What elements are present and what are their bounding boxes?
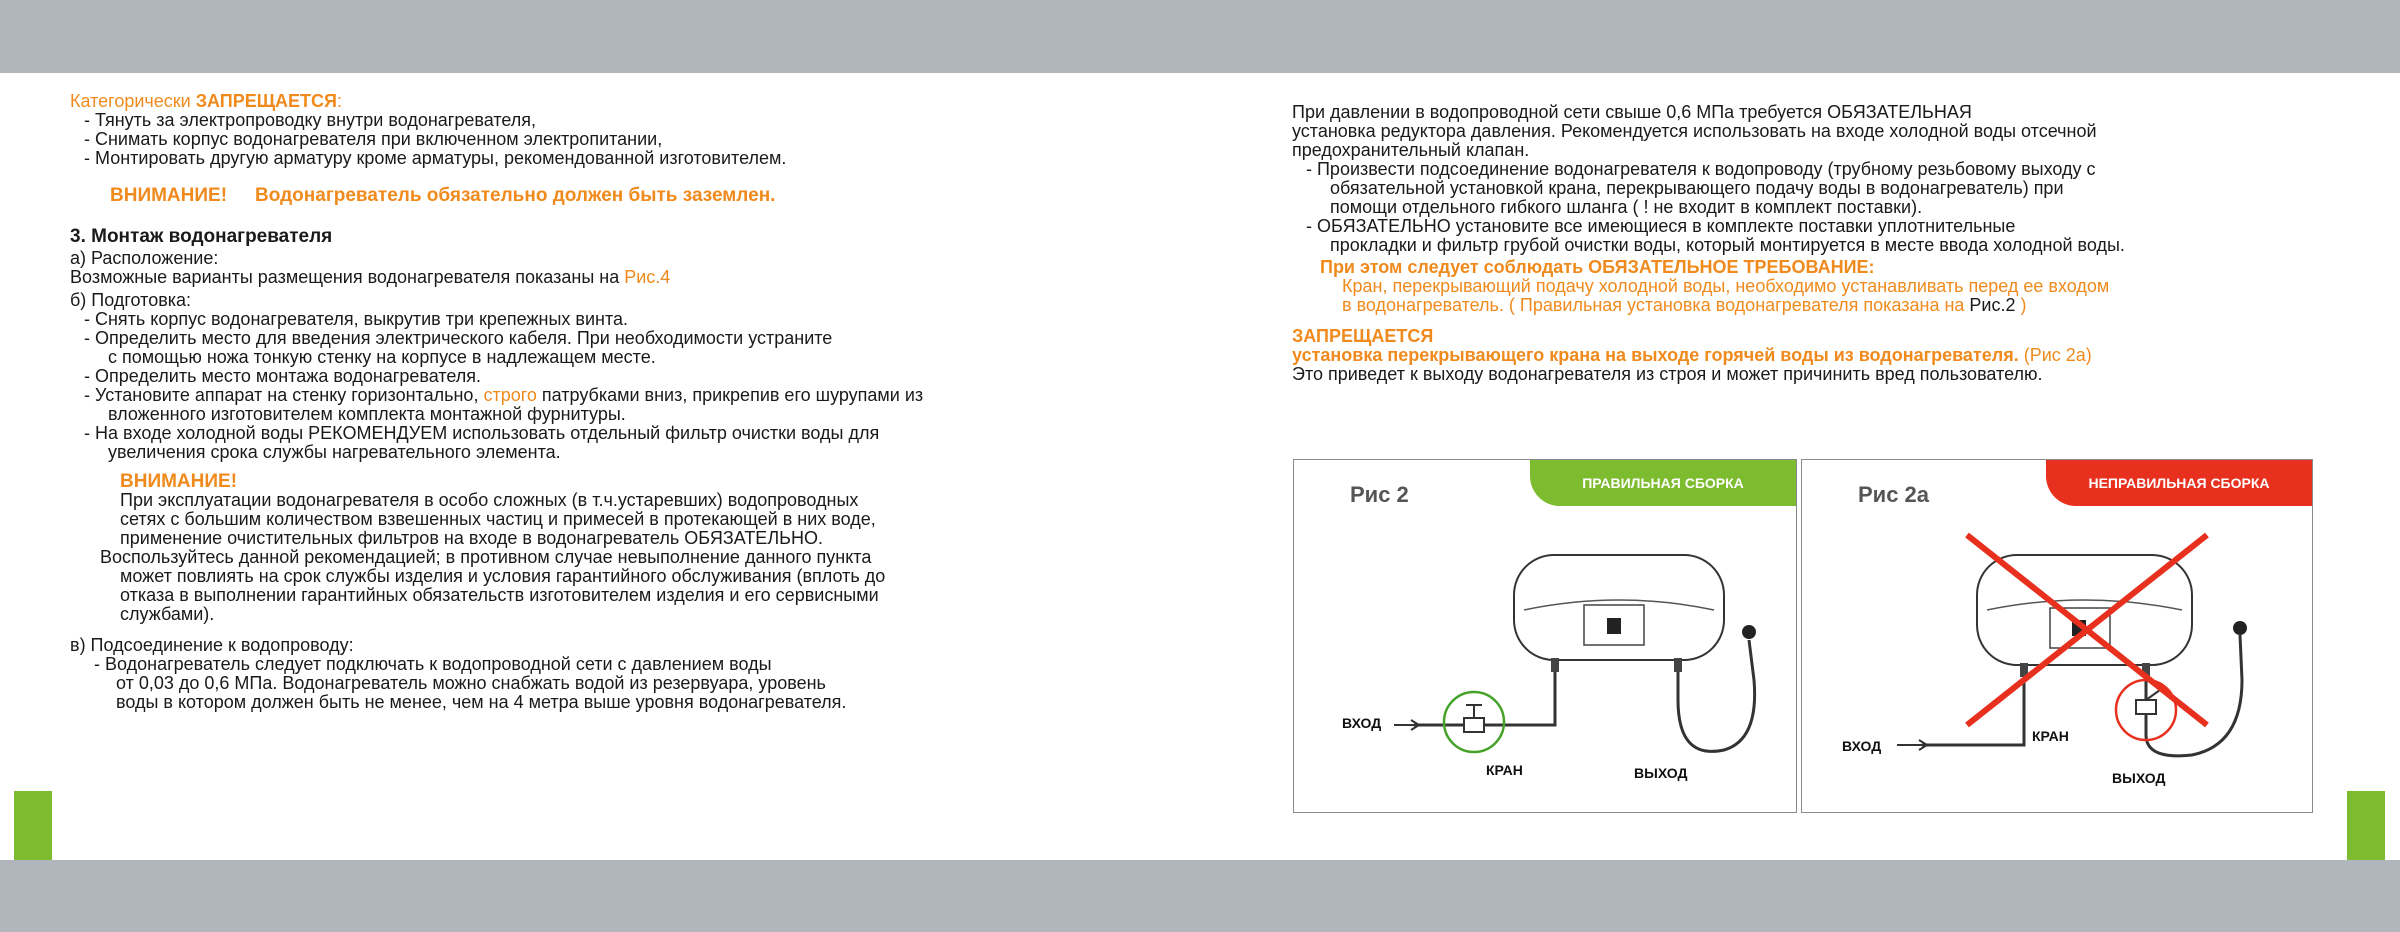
- prep-4-start: - Установите аппарат на стенку горизонтально,: [84, 385, 484, 405]
- attention-line: При эксплуатации водонагревателя в особо сложных (в т.ч.устаревших) водопроводных: [120, 490, 859, 510]
- prep-item-cont: вложенного изготовителем комплекта монтажной фурнитуры.: [108, 404, 626, 424]
- outlet-nozzle: [1742, 625, 1756, 639]
- heater-diagram-correct: [1294, 460, 1796, 812]
- forbidden-prefix: Категорически: [70, 91, 196, 111]
- figure-banner-incorrect: НЕПРАВИЛЬНАЯ СБОРКА: [2046, 460, 2312, 506]
- connect-line: - Водонагреватель следует подключать к водопроводной сети с давлением воды: [94, 654, 772, 674]
- heater-diagram-incorrect: [1802, 460, 2312, 812]
- top-gray-band: [0, 0, 2400, 73]
- figure-banner-correct: ПРАВИЛЬНАЯ СБОРКА: [1530, 460, 1796, 506]
- prep-item: [70, 386, 1150, 405]
- forbidden-line-right: [1292, 346, 2332, 365]
- valve: [2136, 700, 2156, 714]
- left-green-tab: [14, 791, 52, 860]
- bottom-gray-band: [0, 860, 2400, 932]
- prep-item: - Определить место для введения электрического кабеля. При необходимости устраните: [84, 328, 833, 348]
- location-sentence: Возможные варианты размещения водонагревателя показаны на: [70, 267, 625, 287]
- label-inlet: ВХОД: [1342, 715, 1382, 731]
- label-valve: КРАН: [1486, 762, 1523, 778]
- label-outlet: ВЫХОД: [1634, 765, 1688, 781]
- prep-item: - На входе холодной воды РЕКОМЕНДУЕМ использовать отдельный фильтр очистки воды для: [84, 423, 880, 443]
- forbidden-word: ЗАПРЕЩАЕТСЯ: [195, 91, 337, 111]
- label-valve: КРАН: [2032, 728, 2069, 744]
- requirement-line: Кран, перекрывающий подачу холодной воды, необходимо устанавливать перед ее входом: [1342, 276, 2110, 296]
- connect-line: воды в котором должен быть не менее, чем на 4 метра выше уровня водонагревателя.: [116, 692, 847, 712]
- advice-line: отказа в выполнении гарантийных обязательств изготовителем изделия и его сервисными: [120, 585, 879, 605]
- advice-line: может повлиять на срок службы изделия и условия гарантийного обслуживания (вплоть до: [120, 566, 886, 586]
- prep-item: - Снять корпус водонагревателя, выкрутив три крепежных винта.: [84, 309, 628, 329]
- ground-warning: [70, 186, 1150, 205]
- valve: [1464, 718, 1484, 732]
- location-figure-ref: Рис.4: [624, 267, 671, 287]
- figure-title: Рис 2а: [1858, 482, 1930, 507]
- location-text: [70, 268, 1150, 287]
- install-item-cont: помощи отдельного гибкого шланга ( ! не входит в комплект поставки).: [1330, 197, 1923, 217]
- pressure-line: установка редуктора давления. Рекомендуется использовать на входе холодной воды отсечной: [1292, 121, 2097, 141]
- label-inlet: ВХОД: [1842, 738, 1882, 754]
- inlet-pipe: [1922, 677, 2024, 745]
- install-item: - ОБЯЗАТЕЛЬНО установите все имеющиеся в комплекте поставки уплотнительные: [1306, 216, 2016, 236]
- forbidden-figure-ref: (Рис 2а): [2018, 345, 2092, 365]
- install-item-cont: обязательной установкой крана, перекрывающего подачу воды в водонагреватель) при: [1330, 178, 2064, 198]
- forbidden-item: - Монтировать другую арматуру кроме арматуры, рекомендованной изготовителем.: [84, 148, 787, 168]
- advice-line: Воспользуйтесь данной рекомендацией; в противном случае невыполнение данного пункта: [100, 547, 872, 567]
- install-item-cont: прокладки и фильтр грубой очистки воды, который монтируется в месте ввода холодной воды.: [1330, 235, 2125, 255]
- left-column: [70, 92, 1150, 712]
- attention-line: применение очистительных фильтров на входе в водонагреватель ОБЯЗАТЕЛЬНО.: [120, 528, 823, 548]
- label-outlet: ВЫХОД: [2112, 770, 2166, 786]
- requirement-close: ): [2015, 295, 2027, 315]
- requirement-title: При этом следует соблюдать ОБЯЗАТЕЛЬНОЕ ТРЕБОВАНИЕ:: [1320, 257, 1875, 277]
- figure-incorrect-assembly: [1801, 459, 2313, 813]
- forbidden-heading: [70, 92, 1150, 111]
- figure-title: Рис 2: [1350, 482, 1409, 507]
- heater-indicator: [1607, 618, 1621, 634]
- prep-4-end: патрубками вниз, прикрепив его шурупами из: [536, 385, 924, 405]
- connect-heading: в) Подсоединение к водопроводу:: [70, 635, 354, 655]
- section-title: 3. Монтаж водонагревателя: [70, 226, 333, 247]
- pressure-line: предохранительный клапан.: [1292, 140, 1530, 160]
- requirement-line: [1292, 296, 2332, 315]
- prep-item-cont: с помощью ножа тонкую стенку на корпусе в надлежащем месте.: [108, 347, 656, 367]
- warning-text: Водонагреватель обязательно должен быть заземлен.: [255, 185, 776, 206]
- pressure-line: При давлении в водопроводной сети свыше 0,6 МПа требуется ОБЯЗАТЕЛЬНАЯ: [1292, 102, 1972, 122]
- prep-heading: б) Подготовка:: [70, 290, 192, 310]
- figure-correct-assembly: [1293, 459, 1797, 813]
- location-heading: а) Расположение:: [70, 248, 219, 268]
- forbidden-title-right: ЗАПРЕЩАЕТСЯ: [1292, 326, 1434, 346]
- forbidden-colon: :: [337, 91, 343, 111]
- forbidden-item: - Тянуть за электропроводку внутри водонагревателя,: [84, 110, 537, 130]
- forbidden-item: - Снимать корпус водонагревателя при включенном электропитании,: [84, 129, 663, 149]
- install-item: - Произвести подсоединение водонагревателя к водопроводу (трубному резьбовому выходу с: [1306, 159, 2096, 179]
- right-column: [1292, 103, 2332, 384]
- outlet-nozzle: [2233, 621, 2247, 635]
- requirement-text: в водонагреватель. ( Правильная установка водонагревателя показана на: [1342, 295, 1970, 315]
- prep-item: - Определить место монтажа водонагревателя.: [84, 366, 482, 386]
- prep-item-cont: увеличения срока службы нагревательного элемента.: [108, 442, 561, 462]
- attention-label: ВНИМАНИЕ!: [120, 471, 238, 492]
- right-green-tab: [2347, 791, 2385, 860]
- connect-line: от 0,03 до 0,6 МПа. Водонагреватель можно снабжать водой из резервуара, уровень: [116, 673, 826, 693]
- requirement-figure-ref: Рис.2: [1969, 295, 2016, 315]
- advice-line: службами).: [120, 604, 215, 624]
- prep-4-strict: строго: [483, 385, 537, 405]
- attention-line: сетях с большим количеством взвешенных частиц и примесей в протекающей в них воде,: [120, 509, 876, 529]
- forbidden-text-right: установка перекрывающего крана на выходе горячей воды из водонагревателя.: [1292, 345, 2019, 365]
- consequence-line: Это приведет к выходу водонагревателя из строя и может причинить вред пользователю.: [1292, 364, 2043, 384]
- warning-label: ВНИМАНИЕ!: [110, 185, 228, 206]
